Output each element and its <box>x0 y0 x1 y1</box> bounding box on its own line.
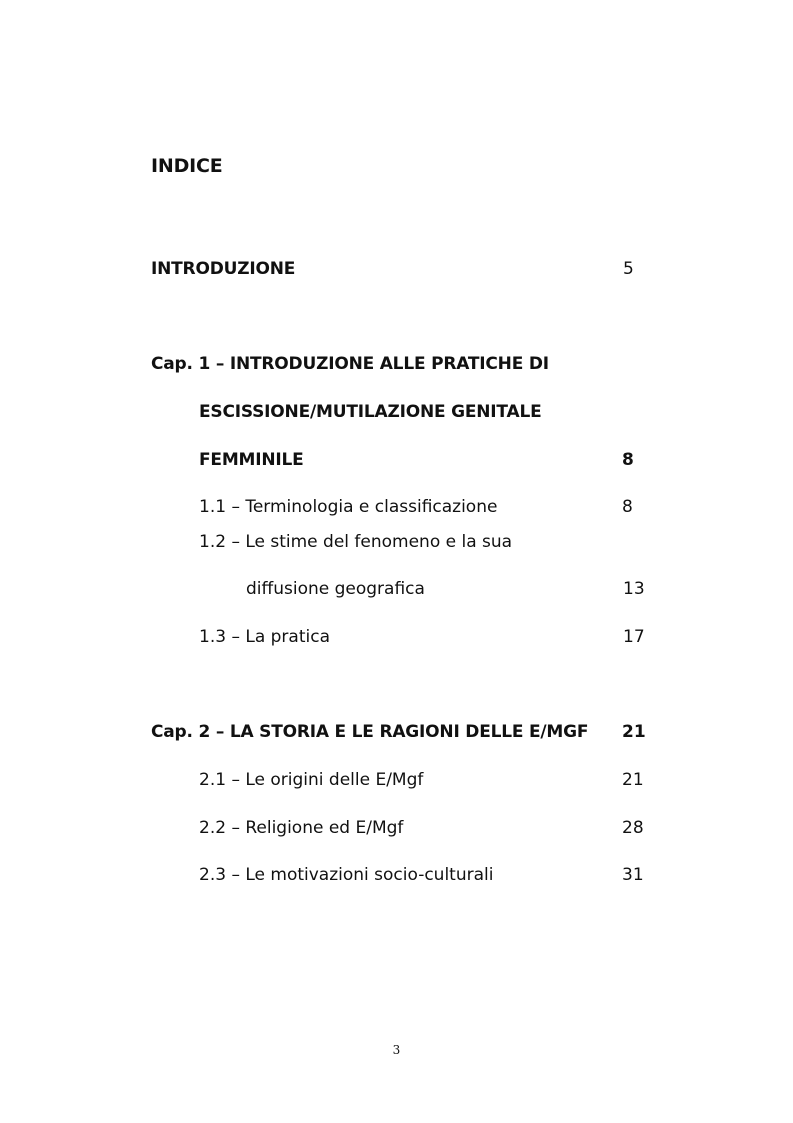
toc-page-2-3: 31 <box>622 865 644 885</box>
toc-entry-1-2-line2[interactable]: diffusione geografica <box>246 579 425 599</box>
toc-page-cap1: 8 <box>622 450 634 470</box>
toc-entry-2-3[interactable]: 2.3 – Le motivazioni socio-culturali <box>199 865 494 885</box>
toc-entry-1-1[interactable]: 1.1 – Terminologia e classificazione <box>199 497 498 517</box>
toc-page-introduzione: 5 <box>623 259 634 279</box>
toc-entry-introduzione[interactable]: INTRODUZIONE <box>151 259 296 279</box>
toc-page-2-2: 28 <box>622 818 644 838</box>
page-title: INDICE <box>151 155 223 177</box>
toc-entry-cap1-line1[interactable]: Cap. 1 – INTRODUZIONE ALLE PRATICHE DI <box>151 354 549 374</box>
toc-entry-2-2[interactable]: 2.2 – Religione ed E/Mgf <box>199 818 404 838</box>
toc-page-1-3: 17 <box>623 627 645 647</box>
toc-page-2-1: 21 <box>622 770 644 790</box>
toc-entry-cap1-line3[interactable]: FEMMINILE <box>199 450 304 470</box>
toc-entry-2-1[interactable]: 2.1 – Le origini delle E/Mgf <box>199 770 424 790</box>
toc-entry-1-3[interactable]: 1.3 – La pratica <box>199 627 330 647</box>
toc-page-1-1: 8 <box>622 497 633 517</box>
toc-entry-1-2-line1[interactable]: 1.2 – Le stime del fenomeno e la sua <box>199 532 513 552</box>
page-number: 3 <box>392 1043 401 1057</box>
toc-page-1-2: 13 <box>623 579 645 599</box>
toc-entry-cap1-line2[interactable]: ESCISSIONE/MUTILAZIONE GENITALE <box>199 402 542 422</box>
toc-page-cap2: 21 <box>622 722 646 742</box>
toc-entry-cap2[interactable]: Cap. 2 – LA STORIA E LE RAGIONI DELLE E/MGF <box>151 722 589 742</box>
